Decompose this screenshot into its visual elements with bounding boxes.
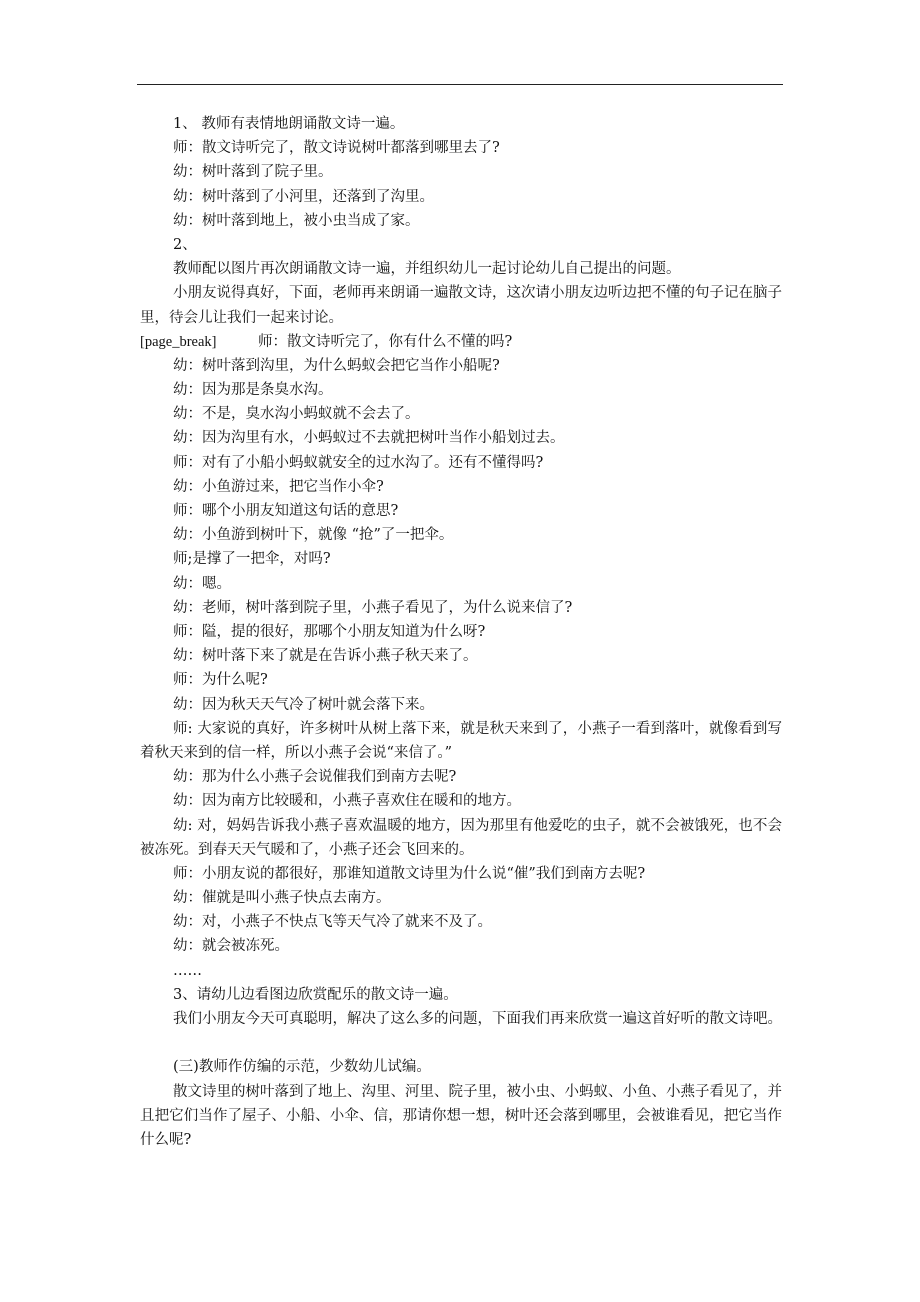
header-rule (137, 84, 783, 85)
section-heading: (三)教师作仿编的示范，少数幼儿试编。 (173, 1059, 431, 1076)
step-1-line: 1、 教师有表情地朗诵散文诗一遍。 (173, 116, 405, 132)
step-2-description: 教师配以图片再次朗诵散文诗一遍，并组织幼儿一起讨论幼儿自己提出的问题。 (173, 261, 681, 278)
dialogue-line: 幼：树叶落到沟里，为什么蚂蚁会把它当作小船呢? (173, 357, 500, 374)
dialogue-line: 幼：树叶落到了小河里，还落到了沟里。 (173, 188, 434, 205)
dialogue-line: 幼：树叶落到了院子里。 (173, 164, 333, 181)
dialogue-line: 师：为什么呢? (173, 672, 268, 689)
page-break-line (140, 330, 782, 354)
final-paragraph: 散文诗里的树叶落到了地上、沟里、河里、院子里，被小虫、小蚂蚁、小鱼、小燕子看见了，并且把它们当作了屋子、小船、小伞、信，那请你想一想，树叶还会落到哪里，会被谁看见，把它当作什么呢? (140, 1083, 782, 1149)
dialogue-line: 幼：因为南方比较暖和，小燕子喜欢住在暖和的地方。 (173, 793, 521, 810)
dialogue-line: 幼：催就是叫小燕子快点去南方。 (173, 890, 391, 907)
page-break-text: 师：散文诗听完了，你有什么不懂的吗? (258, 333, 513, 350)
dialogue-line: 幼：因为秋天天气冷了树叶就会落下来。 (173, 696, 434, 713)
dialogue-line: 幼：对，小燕子不快点飞等天气冷了就来不及了。 (173, 914, 492, 931)
dialogue-line: 师：隘，提的很好，那哪个小朋友知道为什么呀? (173, 623, 486, 640)
child-paragraph: 幼: 对，妈妈告诉我小燕子喜欢温暖的地方，因为那里有他爱吃的虫子，就不会被饿死，也不会被冻死。到春天天气暖和了，小燕子还会飞回来的。 (140, 817, 782, 858)
ellipsis-line: …… (173, 962, 202, 979)
dialogue-line: 幼：小鱼游到树叶下，就像 “抢”了一把伞。 (173, 527, 454, 544)
dialogue-line: 幼：不是，臭水沟小蚂蚁就不会去了。 (173, 406, 420, 423)
blank-line (140, 1031, 782, 1055)
dialogue-line: 师：对有了小船小蚂蚁就安全的过水沟了。还有不懂得吗? (173, 454, 544, 471)
dialogue-line: 师：哪个小朋友知道这句话的意思? (173, 503, 399, 520)
dialogue-line: 幼：树叶落下来了就是在告诉小燕子秋天来了。 (173, 648, 478, 665)
summary-paragraph: 我们小朋友今天可真聪明，解决了这么多的问题，下面我们再来欣赏一遍这首好听的散文诗吧。 (173, 1011, 782, 1028)
step-2-line: 2、 (173, 236, 197, 253)
dialogue-line: 幼：嗯。 (173, 575, 231, 592)
dialogue-line: 幼：小鱼游过来，把它当作小伞? (173, 478, 384, 495)
dialogue-line: 幼：老师，树叶落到院子里，小燕子看见了，为什么说来信了? (173, 599, 573, 616)
intro-paragraph: 小朋友说得真好，下面，老师再来朗诵一遍散文诗，这次请小朋友边听边把不懂的句子记在脑子里，待会儿让我们一起来讨论。 (140, 285, 782, 326)
teacher-paragraph: 师: 大家说的真好，许多树叶从树上落下来，就是秋天来到了，小燕子一看到落叶，就像看到写着秋天来到的信一样，所以小燕子会说“来信了。” (140, 720, 782, 761)
document-body (140, 112, 782, 1152)
dialogue-line: 幼：因为那是条臭水沟。 (173, 382, 333, 399)
dialogue-line: 师;是撑了一把伞，对吗? (173, 551, 331, 568)
step-3-line: 3、请幼儿边看图边欣赏配乐的散文诗一遍。 (173, 986, 458, 1003)
dialogue-line: 幼：那为什么小燕子会说催我们到南方去呢? (173, 769, 457, 786)
dialogue-line: 师：小朋友说的都很好，那谁知道散文诗里为什么说“催”我们到南方去呢? (173, 865, 646, 882)
dialogue-line: 幼：树叶落到地上，被小虫当成了家。 (173, 212, 420, 229)
dialogue-line: 幼：就会被冻死。 (173, 938, 289, 955)
dialogue-line: 师：散文诗听完了，散文诗说树叶都落到哪里去了? (173, 140, 500, 157)
page-break-marker: [page_break] (140, 333, 217, 350)
dialogue-line: 幼：因为沟里有水，小蚂蚁过不去就把树叶当作小船划过去。 (173, 430, 565, 447)
